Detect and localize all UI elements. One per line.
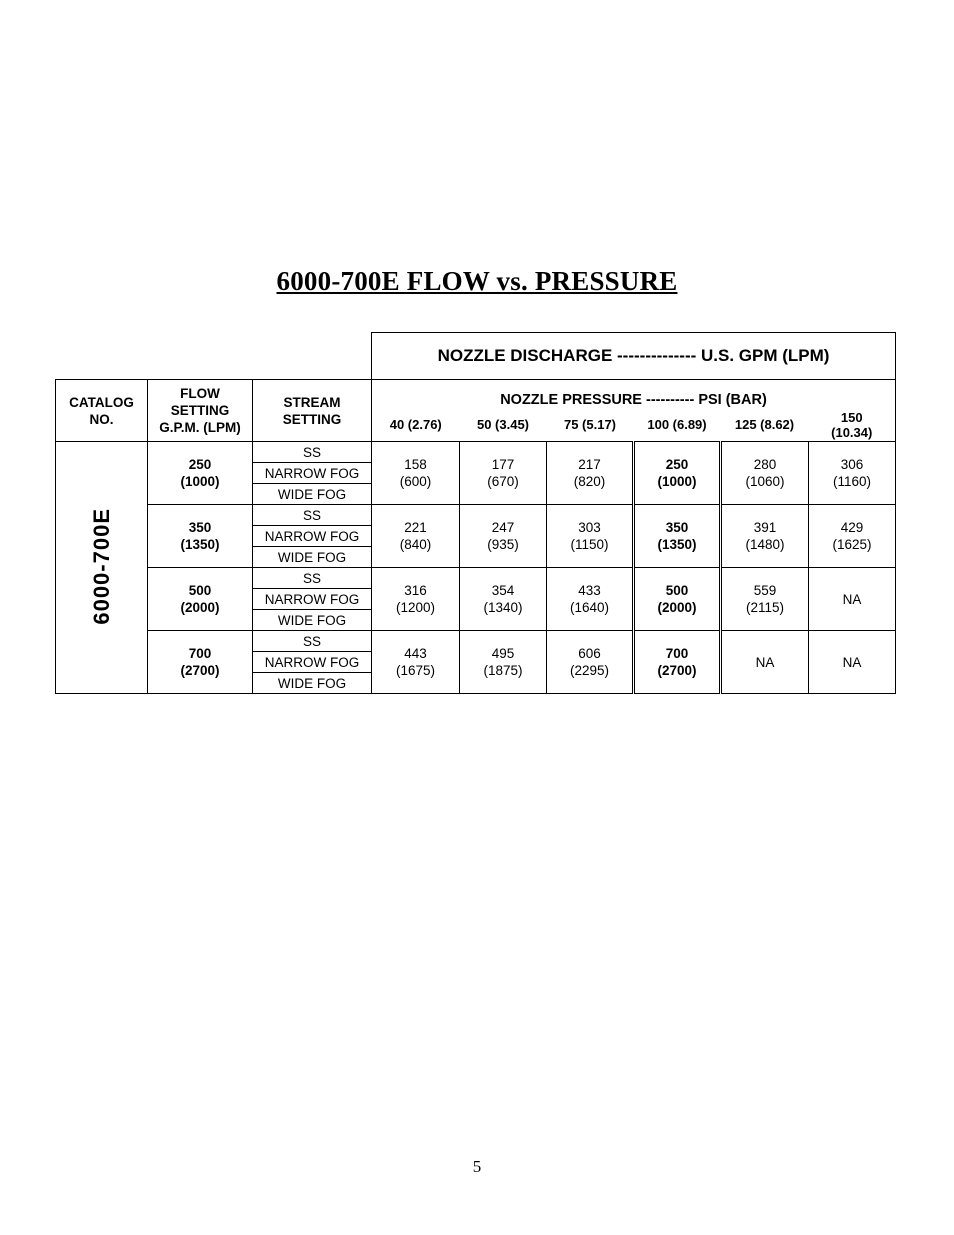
catalog-number: 6000-700E <box>88 507 114 625</box>
pressure-header-75: 75 (5.17) <box>547 408 634 442</box>
discharge-value-cell: 316 (1200) <box>372 568 460 631</box>
flow-setting-cell: 350 (1350) <box>148 505 253 568</box>
discharge-value-cell: 495 (1875) <box>460 631 547 694</box>
stream-setting-column-header: STREAM SETTING <box>253 380 372 442</box>
stream-setting-cell: WIDE FOG <box>253 610 372 631</box>
flow-setting-cell: 500 (2000) <box>148 568 253 631</box>
pressure-header-40: 40 (2.76) <box>372 408 460 442</box>
discharge-value-cell: 429 (1625) <box>809 505 896 568</box>
stream-setting-cell: NARROW FOG <box>253 589 372 610</box>
catalog-column-header: CATALOG NO. <box>56 380 148 442</box>
nozzle-pressure-header: NOZZLE PRESSURE ---------- PSI (BAR) <box>372 380 896 409</box>
discharge-value-cell: 303 (1150) <box>547 505 634 568</box>
discharge-value-cell: 500 (2000) <box>634 568 721 631</box>
discharge-value-cell: 350 (1350) <box>634 505 721 568</box>
discharge-value-cell: 221 (840) <box>372 505 460 568</box>
discharge-value-cell: NA <box>809 568 896 631</box>
stream-setting-cell: SS <box>253 631 372 652</box>
stream-setting-cell: WIDE FOG <box>253 547 372 568</box>
flow-setting-cell: 700 (2700) <box>148 631 253 694</box>
flow-setting-column-header: FLOW SETTING G.P.M. (LPM) <box>148 380 253 442</box>
page-number: 5 <box>472 1157 482 1176</box>
discharge-value-cell: 247 (935) <box>460 505 547 568</box>
discharge-value-cell: NA <box>721 631 809 694</box>
pressure-header-100: 100 (6.89) <box>634 408 721 442</box>
discharge-value-cell: 280 (1060) <box>721 442 809 505</box>
nozzle-discharge-header: NOZZLE DISCHARGE -------------- U.S. GPM (LPM) <box>372 333 896 380</box>
flow-pressure-table <box>55 332 896 694</box>
table-row <box>56 505 896 526</box>
catalog-number-cell <box>56 442 148 694</box>
stream-setting-cell: NARROW FOG <box>253 652 372 673</box>
discharge-value-cell: 306 (1160) <box>809 442 896 505</box>
page-title: 6000-700E FLOW vs. PRESSURE <box>276 266 678 296</box>
table-row <box>56 442 896 463</box>
stream-setting-cell: WIDE FOG <box>253 484 372 505</box>
table-row <box>56 631 896 652</box>
discharge-value-cell: 217 (820) <box>547 442 634 505</box>
stream-setting-cell: WIDE FOG <box>253 673 372 694</box>
pressure-header-50: 50 (3.45) <box>460 408 547 442</box>
stream-setting-cell: SS <box>253 568 372 589</box>
discharge-value-cell: 700 (2700) <box>634 631 721 694</box>
pressure-header-150: 150 (10.34) <box>809 408 896 442</box>
stream-setting-cell: NARROW FOG <box>253 463 372 484</box>
discharge-value-cell: 559 (2115) <box>721 568 809 631</box>
stream-setting-cell: SS <box>253 442 372 463</box>
discharge-value-cell: 250 (1000) <box>634 442 721 505</box>
discharge-value-cell: 443 (1675) <box>372 631 460 694</box>
discharge-value-cell: 354 (1340) <box>460 568 547 631</box>
pressure-header-125: 125 (8.62) <box>721 408 809 442</box>
discharge-value-cell: 433 (1640) <box>547 568 634 631</box>
discharge-value-cell: 177 (670) <box>460 442 547 505</box>
discharge-value-cell: NA <box>809 631 896 694</box>
stream-setting-cell: SS <box>253 505 372 526</box>
stream-setting-cell: NARROW FOG <box>253 526 372 547</box>
discharge-value-cell: 606 (2295) <box>547 631 634 694</box>
discharge-value-cell: 391 (1480) <box>721 505 809 568</box>
flow-setting-cell: 250 (1000) <box>148 442 253 505</box>
table-row <box>56 568 896 589</box>
discharge-value-cell: 158 (600) <box>372 442 460 505</box>
